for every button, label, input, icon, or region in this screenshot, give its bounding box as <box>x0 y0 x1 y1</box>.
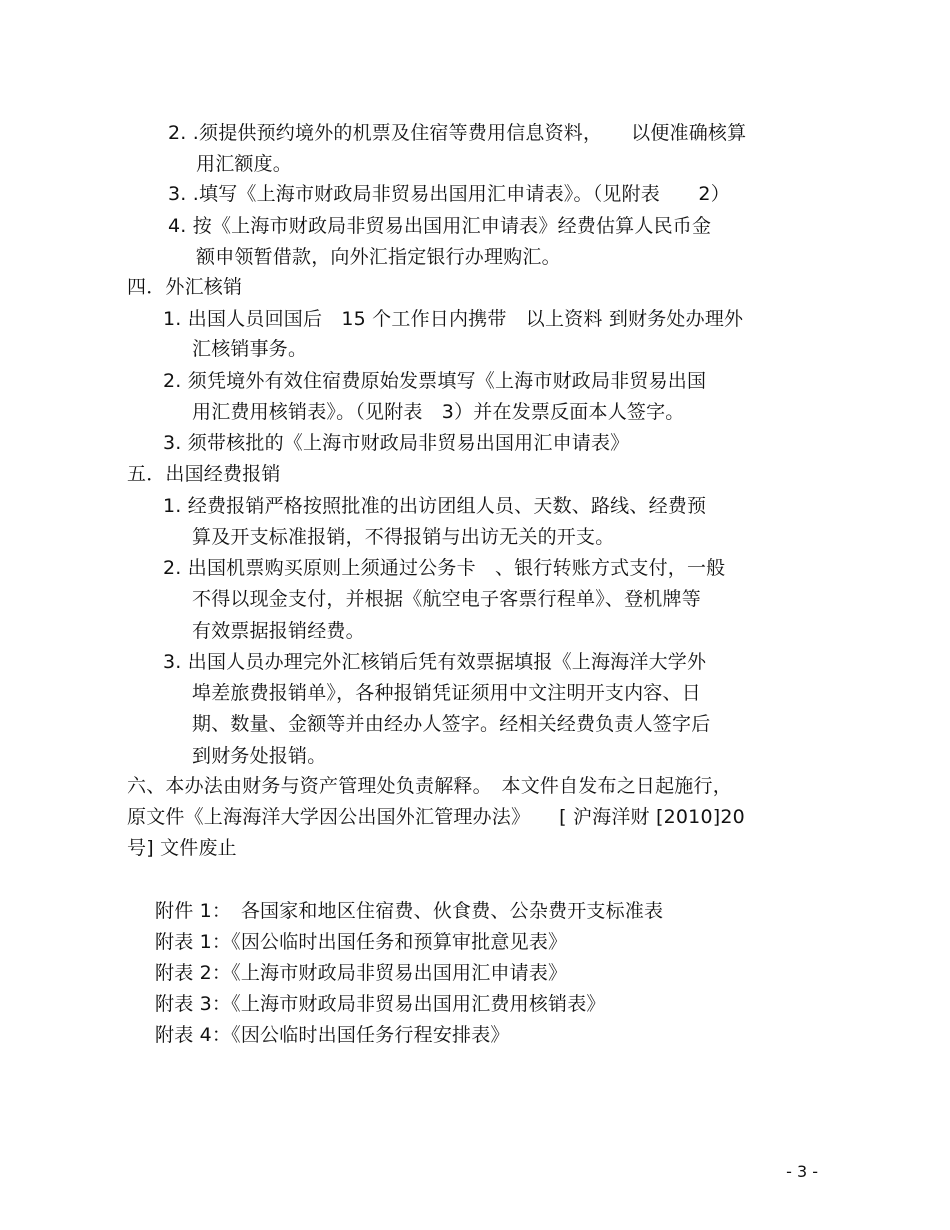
item-5-3-cont-3: 到财务处报销。 <box>192 745 327 767</box>
attached-table-1: 附表 1：《因公临时出国任务和预算审批意见表》 <box>155 931 568 953</box>
item-5-3: 3. 出国人员办理完外汇核销后凭有效票据填报《上海海洋大学外 <box>163 651 707 673</box>
item-4-verification-2: 2. 须凭境外有效住宿费原始发票填写《上海市财政局非贸易出国 <box>163 370 707 392</box>
section-6-cont-1: 原文件《上海海洋大学因公出国外汇管理办法》 [ 沪海洋财 [2010]20 <box>127 806 745 828</box>
attached-table-4: 附表 4：《因公临时出国任务行程安排表》 <box>155 1024 510 1046</box>
item-4-verification-3: 3. 须带核批的《上海市财政局非贸易出国用汇申请表》 <box>163 432 630 454</box>
section-heading-4: 四．外汇核销 <box>127 276 243 298</box>
attached-table-3: 附表 3：《上海市财政局非贸易出国用汇费用核销表》 <box>155 993 606 1015</box>
item-4-2-cont: 用汇额度。 <box>196 153 293 175</box>
page-number: - 3 - <box>786 1162 818 1181</box>
item-4-4-cont: 额申领暂借款，向外汇指定银行办理购汇。 <box>196 246 561 268</box>
item-5-3-cont-2: 期、数量、金额等并由经办人签字。经相关经费负责人签字后 <box>192 713 711 735</box>
attached-table-2: 附表 2：《上海市财政局非贸易出国用汇申请表》 <box>155 962 568 984</box>
section-heading-5: 五．出国经费报销 <box>127 463 281 485</box>
item-5-1-cont: 算及开支标准报销，不得报销与出访无关的开支。 <box>192 526 615 548</box>
item-5-2-cont-1: 不得以现金支付，并根据《航空电子客票行程单》、登机牌等 <box>192 588 701 610</box>
section-heading-6: 六、本办法由财务与资产管理处负责解释。 本文件自发布之日起施行， <box>127 775 732 797</box>
attachment-1: 附件 1： 各国家和地区住宿费、伙食费、公杂费开支标准表 <box>155 900 664 922</box>
item-4-3: 3. .填写《上海市财政局非贸易出国用汇申请表》。（见附表 2） <box>168 183 730 205</box>
item-4-2: 2. .须提供预约境外的机票及住宿等费用信息资料， 以便准确核算 <box>168 122 747 144</box>
item-5-3-cont-1: 埠差旅费报销单》，各种报销凭证须用中文注明开支内容、日 <box>192 682 701 704</box>
section-6-cont-2: 号] 文件废止 <box>127 837 237 859</box>
item-5-2: 2. 出国机票购买原则上须通过公务卡 、银行转账方式支付，一般 <box>163 557 726 579</box>
item-5-2-cont-2: 有效票据报销经费。 <box>192 620 365 642</box>
item-4-verification-2-cont: 用汇费用核销表》。（见附表 3）并在发票反面本人签字。 <box>192 401 685 423</box>
item-4-verification-1-cont: 汇核销事务。 <box>192 338 308 360</box>
item-4-4: 4. 按《上海市财政局非贸易出国用汇申请表》经费估算人民币金 <box>168 215 712 237</box>
item-5-1: 1. 经费报销严格按照批准的出访团组人员、天数、路线、经费预 <box>163 495 707 517</box>
item-4-verification-1: 1. 出国人员回国后 15 个工作日内携带 以上资料 到财务处办理外 <box>163 308 744 330</box>
